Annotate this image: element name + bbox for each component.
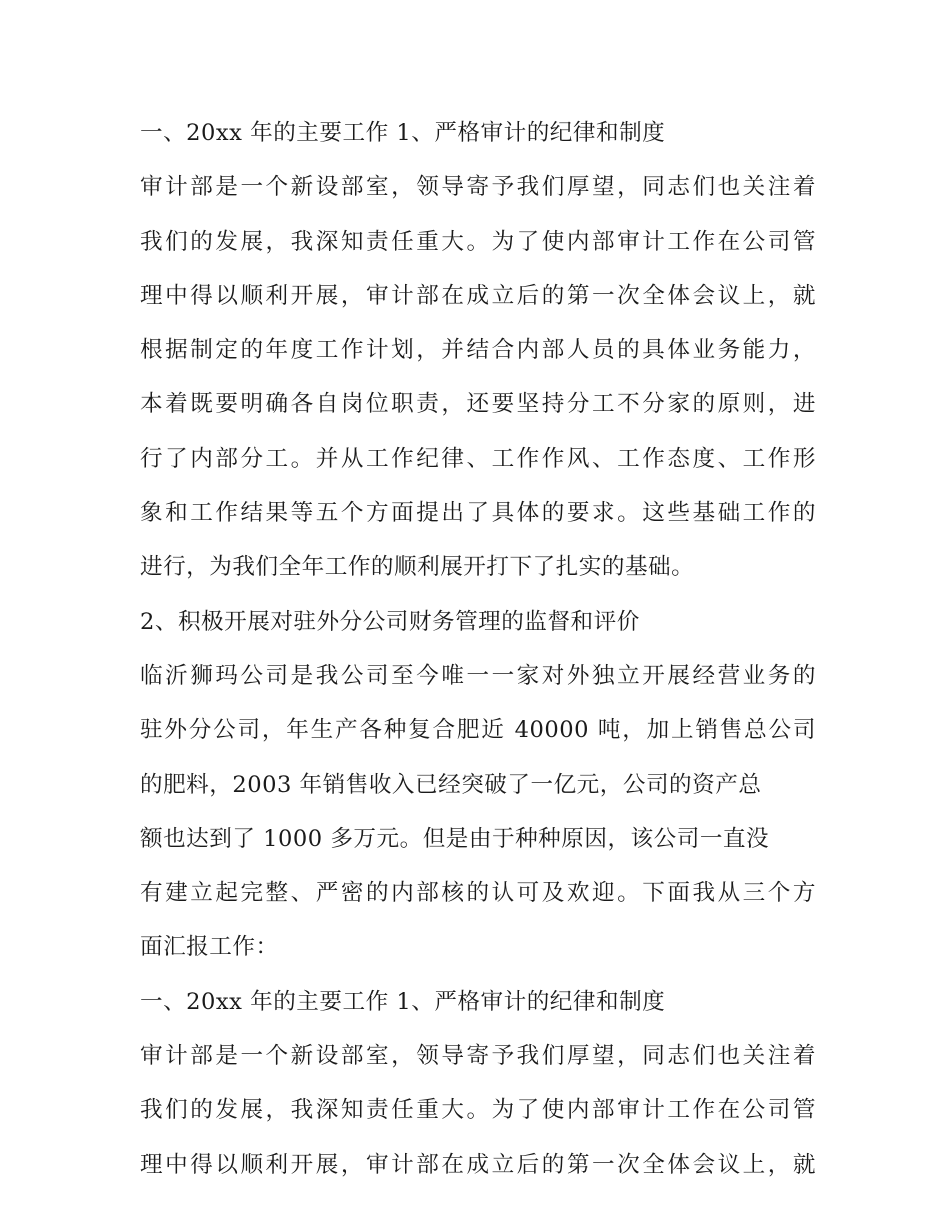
- paragraph-line: 的肥料，2003 年销售收入已经突破了一亿元，公司的资产总: [140, 771, 762, 798]
- paragraph-line: 审计部是一个新设部室，领导寄予我们厚望，同志们也关注着: [140, 174, 816, 201]
- paragraph-line: 本着既要明确各自岗位职责，还要坚持分工不分家的原则，进: [140, 391, 816, 418]
- section-heading: 一、20xx 年的主要工作 1、严格审计的纪律和制度: [140, 120, 666, 146]
- paragraph-line: 我们的发展，我深知责任重大。为了使内部审计工作在公司管: [140, 228, 816, 255]
- paragraph-line: 根据制定的年度工作计划，并结合内部人员的具体业务能力，: [140, 337, 816, 364]
- paragraph-line-last: 面汇报工作：: [140, 934, 279, 961]
- paragraph-line: 驻外分公司，年生产各种复合肥近 40000 吨，加上销售总公司: [140, 717, 816, 744]
- paragraph-line: 象和工作结果等五个方面提出了具体的要求。这些基础工作的: [140, 500, 816, 527]
- paragraph-line: 审计部是一个新设部室，领导寄予我们厚望，同志们也关注着: [140, 1043, 816, 1070]
- section-heading: 一、20xx 年的主要工作 1、严格审计的纪律和制度: [140, 988, 666, 1015]
- section-heading: 2、积极开展对驻外分公司财务管理的监督和评价: [140, 608, 640, 635]
- paragraph-line: 理中得以顺利开展，审计部在成立后的第一次全体会议上，就: [140, 282, 816, 309]
- paragraph-line-last: 进行，为我们全年工作的顺利展开打下了扎实的基础。: [140, 554, 695, 581]
- paragraph-line: 额也达到了 1000 多万元。但是由于种种原因，该公司一直没: [140, 825, 770, 852]
- paragraph-line: 临沂狮玛公司是我公司至今唯一一家对外独立开展经营业务的: [140, 662, 816, 689]
- paragraph-line: 我们的发展，我深知责任重大。为了使内部审计工作在公司管: [140, 1097, 816, 1124]
- paragraph-line: 行了内部分工。并从工作纪律、工作作风、工作态度、工作形: [140, 445, 816, 472]
- document-body: [140, 106, 816, 1192]
- paragraph-line: 有建立起完整、严密的内部核的认可及欢迎。下面我从三个方: [140, 880, 816, 907]
- paragraph-line: 理中得以顺利开展，审计部在成立后的第一次全体会议上，就: [140, 1151, 816, 1178]
